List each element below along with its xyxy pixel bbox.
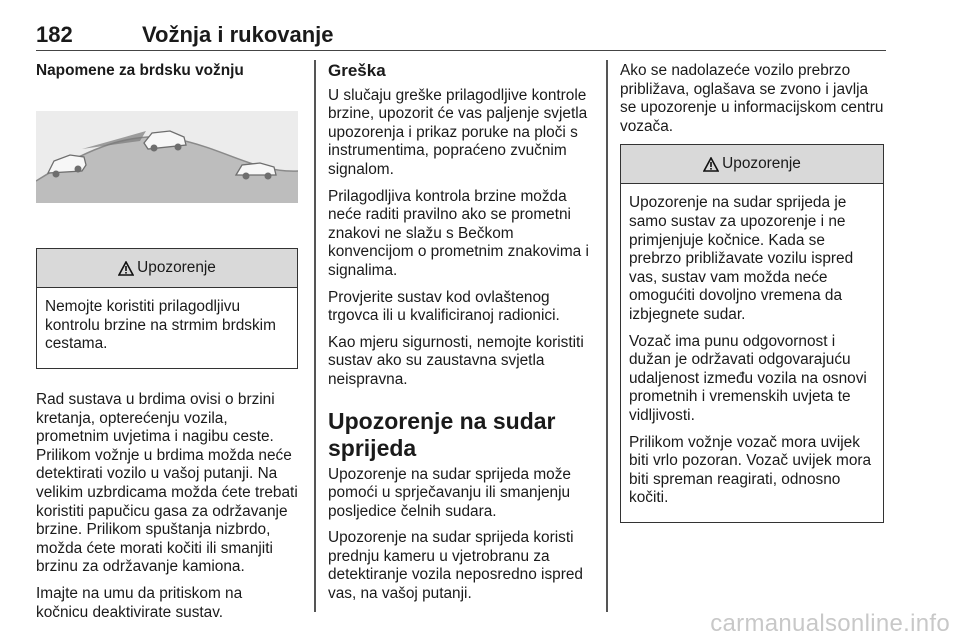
warning-box [620, 144, 884, 523]
paragraph: U slučaju greške prilagodljive kontrole brzine, upozorit će vas paljenje svjetla upozorenja i prikaz poruke na ploči s instrumentima, popraćeno zvučnim signalom. [328, 86, 588, 178]
warning-box [36, 248, 298, 369]
paragraph: Prilagodljiva kontrola brzine možda neće raditi pravilno ako se prometni znakovi ne slažu s Bečkom konvencijom o prometnim znakovima i signalima. [328, 187, 589, 279]
column-divider [314, 60, 316, 612]
warning-text: Vozač ima punu odgovornost i dužan je održavati odgovarajuću udaljenost između vozila na osnovi prometnih i vremenskih uvjeta te vidljivosti. [629, 332, 867, 424]
paragraph: Upozorenje na sudar sprijeda može pomoći u sprječavanju ili smanjenju posljedice čelnih sudara. [328, 465, 571, 520]
paragraph: Kao mjeru sigurnosti, nemojte koristiti sustav ako su zaustavna svjetla neispravna. [328, 333, 584, 388]
page-number: 182 [36, 22, 73, 47]
column-3 [620, 62, 884, 523]
paragraph: Imajte na umu da pritiskom na kočnicu deaktivirate sustav. [36, 584, 243, 621]
warning-text: Prilikom vožnje vozač mora uvijek biti vrlo pozoran. Vozač uvijek mora biti spreman reagirati, odnosno kočiti. [629, 433, 872, 507]
chapter-title: Vožnja i rukovanje [142, 22, 334, 47]
warning-title: Upozorenje [722, 155, 801, 173]
warning-text: Upozorenje na sudar sprijeda je samo sustav za upozorenje i ne primjenjuje kočnice. Kada se prebrzo približavate vozilu ispred vas, sustav vam možda neće omogućiti dovoljno vremena da izbjegnete sudar. [629, 194, 854, 323]
page-header [36, 16, 886, 51]
column-1 [36, 62, 298, 630]
column-2 [328, 62, 594, 612]
warning-text: Nemojte koristiti prilagodljivu kontrolu brzine na strmim brdskim cestama. [45, 298, 276, 353]
warning-triangle-icon [118, 261, 134, 276]
warning-header [37, 249, 297, 288]
warning-header [621, 145, 883, 184]
paragraph: Upozorenje na sudar sprijeda koristi prednju kameru u vjetrobranu za detektiranje vozila neposredno ispred vas, na vašoj putanji. [328, 529, 583, 603]
watermark: carmanualsonline.info [710, 610, 950, 637]
paragraph: Rad sustava u brdima ovisi o brzini kretanja, opterećenju vozila, prometnim uvjetima i nagibu ceste. Prilikom vožnje u brdima možda neće detektirati vozilo u vašoj putanji. Na velikim uzbrdicama možda ćete trebati koristiti papučicu gasa za održavanje brzine. Prilikom spuštanja nizbrdo, možda ćete morati kočiti ili smanjiti brzinu za održavanje kamiona. [36, 390, 298, 576]
hill-driving-illustration [36, 111, 298, 203]
paragraph: Ako se nadolazeće vozilo prebrzo približava, oglašava se zvono i javlja se upozorenje u informacijskom centru vozača. [620, 62, 884, 135]
column-divider [606, 60, 608, 612]
warning-triangle-icon [703, 157, 719, 172]
heading-error: Greška [328, 61, 386, 80]
warning-title: Upozorenje [137, 258, 216, 276]
subheading-hill-driving: Napomene za brdsku vožnju [36, 62, 244, 79]
heading-forward-collision-alert: Upozorenje na sudar sprijeda [328, 407, 556, 461]
paragraph: Provjerite sustav kod ovlaštenog trgovca ili u kvalificiranoj radionici. [328, 288, 560, 325]
